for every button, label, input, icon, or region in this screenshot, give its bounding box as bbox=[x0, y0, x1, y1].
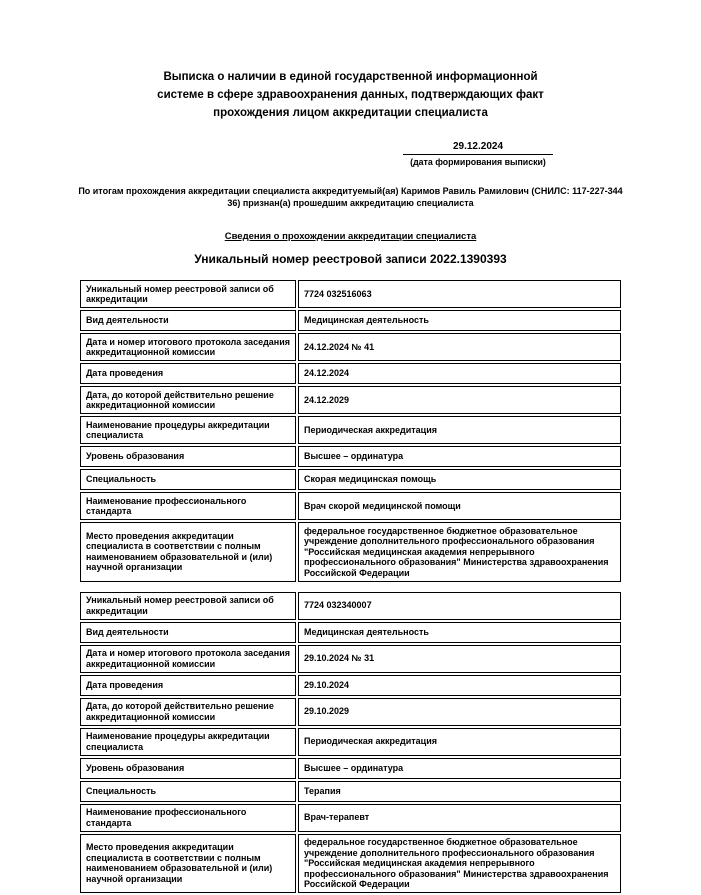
field-label: Дата проведения bbox=[80, 363, 296, 384]
field-label: Дата проведения bbox=[80, 675, 296, 696]
field-label: Уровень образования bbox=[80, 446, 296, 467]
field-label: Специальность bbox=[80, 781, 296, 802]
accreditation-record-table-1 bbox=[78, 278, 623, 584]
issue-date-caption: (дата формирования выписки) bbox=[403, 156, 553, 168]
field-label: Дата и номер итогового протокола заседания аккредитационной комиссии bbox=[80, 333, 296, 361]
field-label: Вид деятельности bbox=[80, 622, 296, 643]
issue-date-value: 29.12.2024 bbox=[403, 140, 553, 155]
table-row bbox=[80, 363, 621, 384]
field-label: Место проведения аккредитации специалиста в соответствии с полным наименованием образовательной и (или) научной организации bbox=[80, 834, 296, 894]
field-value: 29.10.2029 bbox=[298, 698, 621, 726]
field-value: Медицинская деятельность bbox=[298, 622, 621, 643]
field-value: 24.12.2024 bbox=[298, 363, 621, 384]
table-row bbox=[80, 698, 621, 726]
table-row bbox=[80, 834, 621, 894]
field-label: Уровень образования bbox=[80, 758, 296, 779]
table-row bbox=[80, 728, 621, 756]
table-row bbox=[80, 758, 621, 779]
field-value: Медицинская деятельность bbox=[298, 310, 621, 331]
table-row bbox=[80, 675, 621, 696]
table-row bbox=[80, 781, 621, 802]
accreditation-summary: По итогам прохождения аккредитации специалиста аккредитуемый(ая) Каримов Равиль Рамилович (СНИЛС: 117-227-344 36) признан(а) прошедшим аккредитацию специалиста bbox=[78, 186, 623, 209]
table-row bbox=[80, 333, 621, 361]
table-row bbox=[80, 592, 621, 620]
table-row bbox=[80, 310, 621, 331]
field-label: Вид деятельности bbox=[80, 310, 296, 331]
field-label: Дата и номер итогового протокола заседания аккредитационной комиссии bbox=[80, 645, 296, 673]
field-value: федеральное государственное бюджетное образовательное учреждение дополнительного профессионального образования "Российская медицинская академия непрерывного профессионального образования" Министерства здравоохранения Российской Федерации bbox=[298, 522, 621, 582]
field-value: Периодическая аккредитация bbox=[298, 416, 621, 444]
field-value: Врач-терапевт bbox=[298, 804, 621, 832]
field-label: Наименование профессионального стандарта bbox=[80, 492, 296, 520]
field-value: Высшее – ординатура bbox=[298, 446, 621, 467]
field-label: Наименование процедуры аккредитации специалиста bbox=[80, 416, 296, 444]
field-value: федеральное государственное бюджетное образовательное учреждение дополнительного профессионального образования "Российская медицинская академия непрерывного профессионального образования" Министерства здравоохранения Российской Федерации bbox=[298, 834, 621, 894]
table-row bbox=[80, 280, 621, 308]
registry-number-heading: Уникальный номер реестровой записи 2022.1390393 bbox=[78, 252, 623, 267]
table-row bbox=[80, 804, 621, 832]
section-heading: Сведения о прохождении аккредитации специалиста bbox=[78, 231, 623, 243]
table-row bbox=[80, 416, 621, 444]
table-row bbox=[80, 469, 621, 490]
field-value: 29.10.2024 bbox=[298, 675, 621, 696]
table-row bbox=[80, 522, 621, 582]
field-label: Наименование профессионального стандарта bbox=[80, 804, 296, 832]
field-label: Специальность bbox=[80, 469, 296, 490]
field-label: Уникальный номер реестровой записи об аккредитации bbox=[80, 280, 296, 308]
accreditation-record-table-2 bbox=[78, 590, 623, 895]
field-value: Периодическая аккредитация bbox=[298, 728, 621, 756]
document-title: Выписка о наличии в единой государственной информационной системе в сфере здравоохранения данных, подтверждающих факт прохождения лицом аккредитации специалиста bbox=[141, 68, 561, 122]
issue-date-block bbox=[403, 140, 553, 168]
field-value: Врач скорой медицинской помощи bbox=[298, 492, 621, 520]
table-row bbox=[80, 446, 621, 467]
table-row bbox=[80, 386, 621, 414]
field-value: Высшее – ординатура bbox=[298, 758, 621, 779]
table-row bbox=[80, 492, 621, 520]
field-value: Скорая медицинская помощь bbox=[298, 469, 621, 490]
field-label: Дата, до которой действительно решение аккредитационной комиссии bbox=[80, 386, 296, 414]
field-value: 24.12.2024 № 41 bbox=[298, 333, 621, 361]
field-label: Дата, до которой действительно решение аккредитационной комиссии bbox=[80, 698, 296, 726]
field-label: Наименование процедуры аккредитации специалиста bbox=[80, 728, 296, 756]
table-row bbox=[80, 622, 621, 643]
field-value: 24.12.2029 bbox=[298, 386, 621, 414]
field-value: 7724 032516063 bbox=[298, 280, 621, 308]
field-value: 7724 032340007 bbox=[298, 592, 621, 620]
field-label: Уникальный номер реестровой записи об аккредитации bbox=[80, 592, 296, 620]
field-label: Место проведения аккредитации специалиста в соответствии с полным наименованием образовательной и (или) научной организации bbox=[80, 522, 296, 582]
field-value: 29.10.2024 № 31 bbox=[298, 645, 621, 673]
field-value: Терапия bbox=[298, 781, 621, 802]
table-row bbox=[80, 645, 621, 673]
